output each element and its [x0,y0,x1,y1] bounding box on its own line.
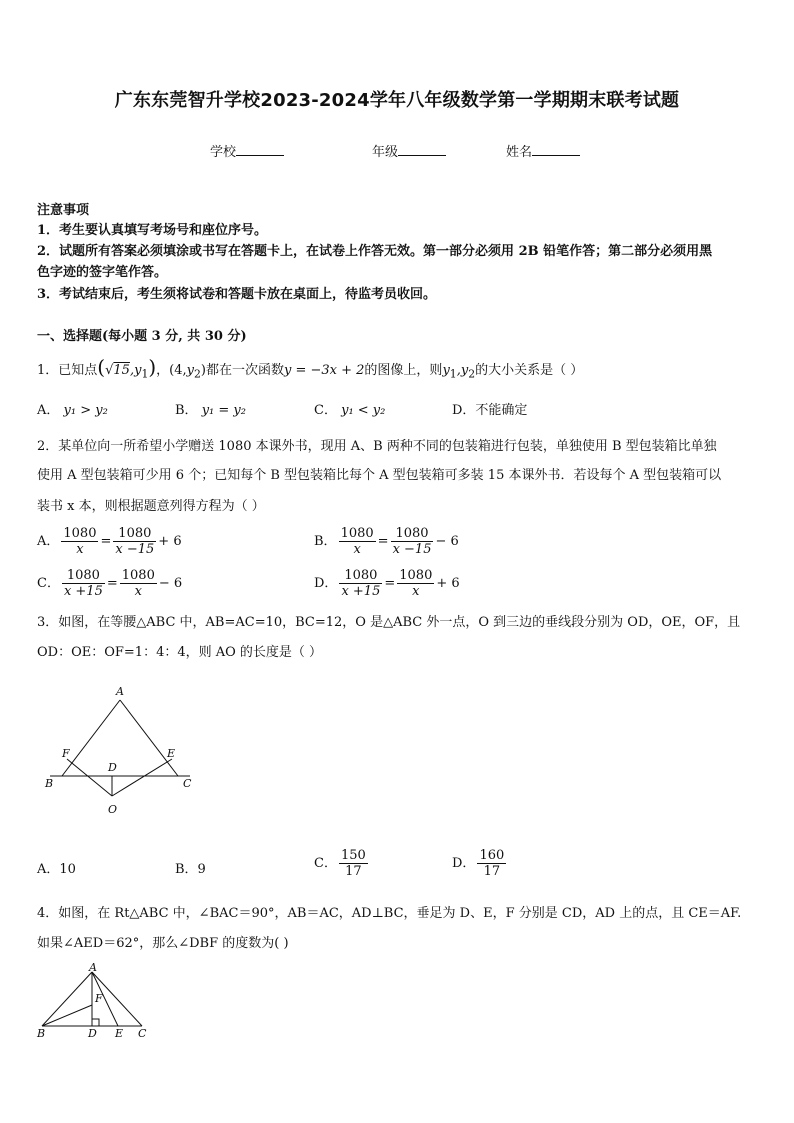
q1-option-c-expr: y₁ < y₂ [341,403,386,418]
q1-option-c[interactable]: C． y₁ < y₂ [314,403,386,418]
q4-side-ab [42,972,92,1026]
q1-var-1: y [442,363,450,378]
q4-line-2: 如果∠AED＝62°，那么∠DBF 的度数为( ) [37,936,289,951]
q1-option-a-expr: y₁ > y₂ [63,403,108,418]
q4-line-1: 4．如图，在 Rt△ABC 中，∠BAC＝90°，AB＝AC，AD⊥BC，垂足为 D、E，F 分别是 CD，AD 上的点，且 CE＝AF. [37,906,742,921]
grade-field[interactable] [372,141,446,160]
q3-label-e: E [167,747,176,760]
q1-pt2-sub: 2 [194,367,201,381]
q4-label-f: F [95,992,103,1005]
q3-option-b[interactable]: B．9 [175,862,206,877]
q3-label-f: F [62,747,70,760]
notice-item-2-cont: 色字迹的签字笔作答。 [37,265,168,280]
q1-text3: 的图像上，则 [364,363,443,378]
q1-text2: 都在一次函数 [205,363,284,378]
section-heading: 一、选择题(每小题 3 分, 共 30 分) [37,329,247,344]
q1-option-d[interactable]: D．不能确定 [452,403,528,418]
q3-label-a: A [116,685,124,698]
q2-option-c[interactable]: C． $\frac{1080}{x +15}$ = $\frac{1080}{x}$ − 6 [37,568,183,599]
q3-option-d[interactable]: D． $\frac{160}{17}$ [452,848,505,879]
q1-pt2: (4, [169,363,187,378]
q1-function: y = −3x + 2 [283,363,365,378]
q1-text4: 的大小关系是（ ） [475,363,584,378]
q4-figure [32,962,162,1042]
q3-segment-oe [112,759,172,796]
q1-option-b-expr: y₁ = y₂ [201,403,246,418]
q3-label-d: D [108,761,117,774]
q2-line-2: 使用 A 型包装箱可少用 6 个；已知每个 B 型包装箱比每个 A 型包装箱可多装 15 本课外书．若设每个 A 型包装箱可以 [37,468,722,483]
q1-option-b[interactable]: B． y₁ = y₂ [175,403,246,418]
notice-item-1: 1．考生要认真填写考场号和座位序号。 [37,223,268,238]
school-blank [236,143,284,156]
q1-pt1-sub: 1 [141,367,149,381]
q1-pt2-end: ) [200,363,206,378]
q1-comma: ， [156,363,170,378]
name-field[interactable] [506,141,580,160]
notice-item-3: 3．考试结束后，考生须将试卷和答题卡放在桌面上，待监考员收回。 [37,287,437,302]
q3-line-2: OD：OE：OF=1：4：4，则 AO 的长度是（ ） [37,645,323,660]
grade-blank [398,143,446,156]
school-label: 学校 [210,145,237,160]
school-field[interactable] [210,141,284,160]
q2-line-1: 2．某单位向一所希望小学赠送 1080 本课外书，现用 A、B 两种不同的包装箱进行包装，单独使用 B 型包装箱比单独 [37,439,717,454]
q3-option-a[interactable]: A．10 [37,862,76,877]
q1-prefix: 1．已知点 [37,363,98,378]
q4-label-b: B [37,1027,46,1040]
q4-label-d: D [88,1027,97,1040]
question-1: 1．已知点$(√15,y_1)$，$(4,y_2)$都在一次函数y = −3x + 2的图像上，则$y_1,y_2$的大小关系是（ ） [37,355,584,381]
q2-option-b[interactable]: B． $\frac{1080}{x}$ = $\frac{1080}{x -15}$ − 6 [314,526,459,557]
q2-line-3: 装书 x 本，则根据题意列得方程为（ ） [37,499,265,514]
name-label: 姓名 [506,145,533,160]
q3-line-1: 3．如图，在等腰△ABC 中，AB=AC=10，BC=12，O 是△ABC 外一点，O 到三边的垂线段分别为 OD，OE，OF，且 [37,615,741,630]
q4-label-a: A [89,962,97,974]
q4-segment-bf [42,1005,92,1026]
q3-label-c: C [183,777,192,790]
q2-option-a[interactable]: A． $\frac{1080}{x}$ = $\frac{1080}{x -15}$ + 6 [37,526,182,557]
grade-label: 年级 [372,145,399,160]
q3-label-b: B [45,777,54,790]
notice-item-2: 2．试题所有答案必须填涂或书写在答题卡上，在试卷上作答无效。第一部分必须用 2B 铅笔作答；第二部分必须用黑 [37,244,713,259]
q3-option-c[interactable]: C． $\frac{150}{17}$ [314,848,366,879]
q2-option-d[interactable]: D． $\frac{1080}{x +15}$ = $\frac{1080}{x}$ + 6 [314,568,460,599]
q3-segment-of [67,759,112,796]
notice-heading: 注意事项 [37,203,90,218]
name-blank [532,143,580,156]
q3-label-o: O [108,803,118,816]
q3-side-ac [120,700,178,776]
q4-label-c: C [138,1027,147,1040]
q1-pt1-y: y [134,363,142,378]
q4-label-e: E [115,1027,124,1040]
q1-sqrt-value: 15 [113,363,130,378]
page-title: 广东东莞智升学校2023-2024学年八年级数学第一学期期末联考试题 [114,90,680,111]
q1-option-a[interactable]: A． y₁ > y₂ [37,403,108,418]
q4-right-angle-mark [92,1019,99,1026]
q3-figure [40,683,200,818]
q1-pt2-y: y [186,363,194,378]
q1-var-2: y [460,363,469,378]
